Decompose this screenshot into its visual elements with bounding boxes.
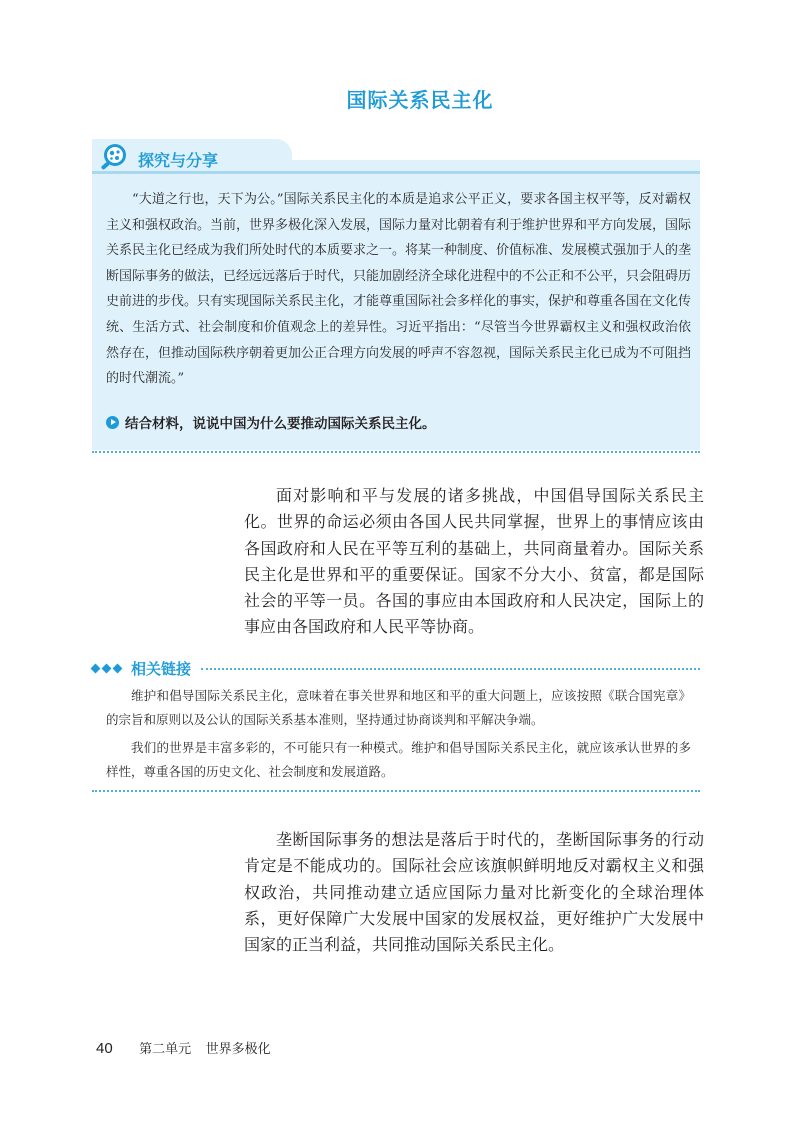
body-paragraph: 面对影响和平与发展的诸多挑战，中国倡导国际关系民主化。世界的命运必须由各国人民共同掌握，世界上的事情应该由各国政府和人民在平等互利的基础上，共同商量着办。国际关系民主化是世界和平的重要保证。国家不分大小、贫富，都是国际社会的平等一员。各国的事应由本国政府和人民决定，国际上的事应由各国政府和人民平等协商。 xyxy=(244,486,704,637)
question-text: 结合材料，说说中国为什么要推动国际关系民主化。 xyxy=(125,416,436,432)
section-title: 国际关系民主化 xyxy=(346,88,494,112)
page-number: 40 xyxy=(96,1040,113,1057)
related-paragraph: 我们的世界是丰富多彩的，不可能只有一种模式。维护和倡导国际关系民主化，就应该承认世界的多样性，尊重各国的历史文化、社会制度和发展道路。 xyxy=(106,740,691,779)
divider xyxy=(92,790,700,792)
discussion-question xyxy=(106,412,691,432)
diamond-bullets-icon xyxy=(92,665,121,672)
related-links-header xyxy=(92,658,700,678)
explore-title: 探究与分享 xyxy=(138,151,219,170)
related-paragraph: 维护和倡导国际关系民主化，意味着在事关世界和地区和平的重大问题上，应该按照《联合国宪章》的宗旨和原则以及公认的国际关系基本准则，坚持通过协商谈判和平解决争端。 xyxy=(106,688,691,727)
related-links-title: 相关链接 xyxy=(131,659,192,678)
explore-text: “大道之行也，天下为公。”国际关系民主化的本质是追求公平正义，要求各国主权平等，反对霸权主义和强权政治。当前，世界多极化深入发展，国际力量对比朝着有利于维护世界和平方向发展，国际关系民主化已经成为我们所处时代的本质要求之一。将某一种制度、价值标准、发展模式强加于人的垄断国际事务的做法，已经远远落后于时代，只能加剧经济全球化进程中的不公正和不公平，只会阻碍历史前进的步伐。只有实现国际关系民主化，才能尊重国际社会多样化的事实，保护和尊重各国在文化传统、生活方式、社会制度和价值观念上的差异性。习近平指出：“尽管当今世界霸权主义和强权政治依然存在，但推动国际秩序朝着更加公正合理方向发展的呼声不容忽视，国际关系民主化已成为不可阻挡的时代潮流。” xyxy=(106,192,692,387)
magnifier-globe-icon xyxy=(99,142,129,172)
unit-label: 第二单元 xyxy=(139,1041,192,1056)
body-paragraph: 垄断国际事务的想法是落后于时代的，垄断国际事务的行动肯定是不能成功的。国际社会应该旗帜鲜明地反对霸权主义和强权政治，共同推动建立适应国际力量对比新变化的全球治理体系，更好保障广大发展中国家的发展权益，更好维护广大发展中国家的正当利益，共同推动国际关系民主化。 xyxy=(244,830,704,955)
explore-header-line xyxy=(92,171,700,174)
page-footer xyxy=(96,1038,271,1058)
play-arrow-icon xyxy=(106,416,119,429)
unit-title: 世界多极化 xyxy=(205,1041,271,1056)
divider xyxy=(92,451,700,453)
header-dotted-line xyxy=(201,668,700,670)
